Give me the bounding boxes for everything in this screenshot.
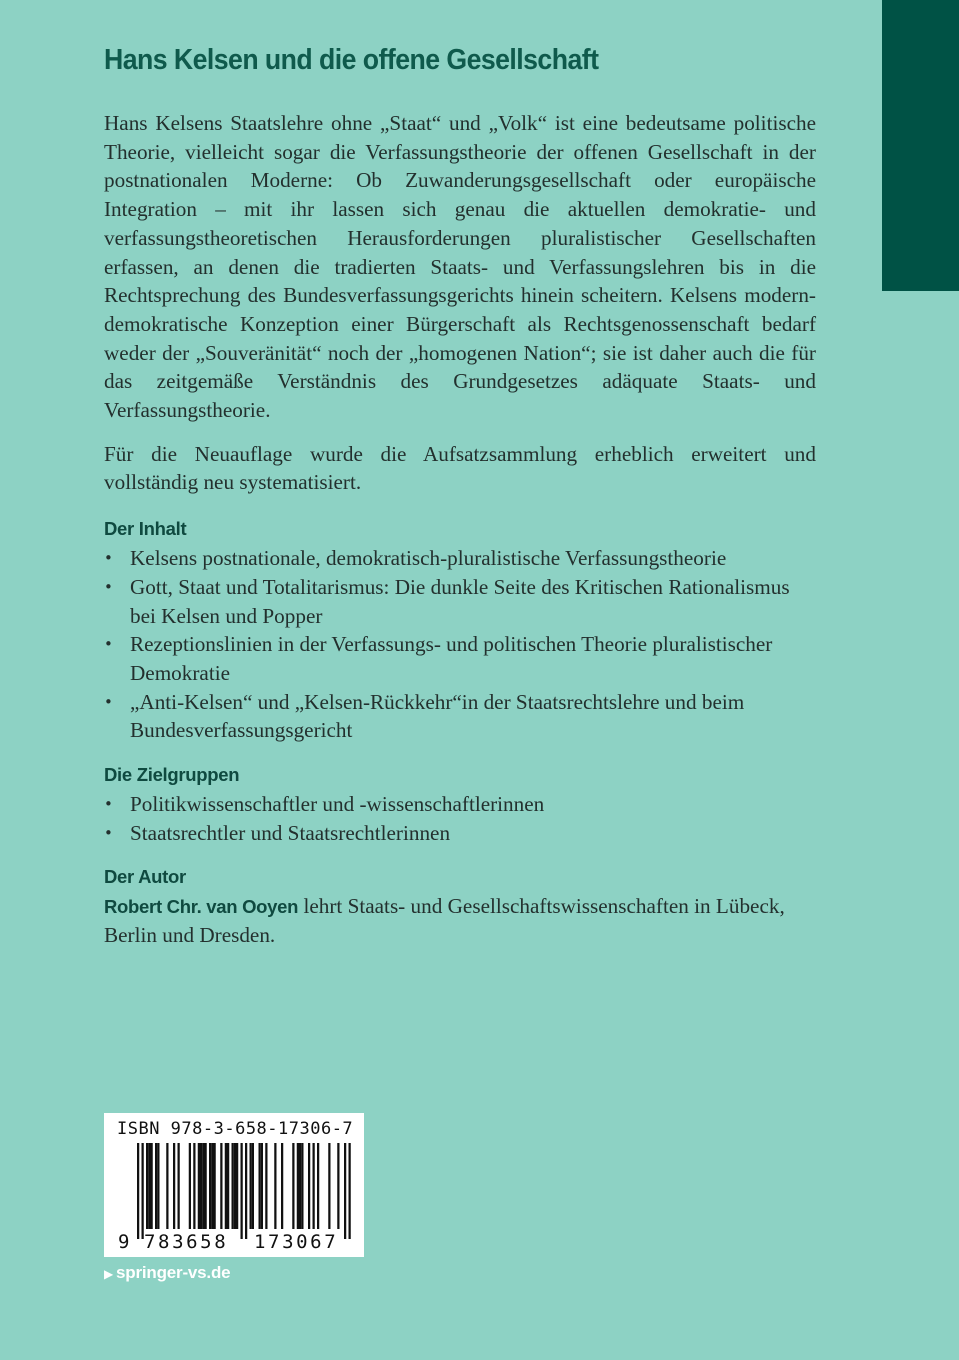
publisher-website[interactable]: [104, 1263, 230, 1283]
barcode-bar: [193, 1143, 195, 1229]
barcode-bar: [189, 1143, 191, 1229]
barcode-bar: [236, 1143, 238, 1229]
barcode-bar: [232, 1143, 234, 1229]
bullet-icon: •: [104, 577, 113, 596]
barcode-digit-first: 9: [118, 1231, 130, 1253]
heading-autor: Der Autor: [104, 866, 186, 888]
inhalt-item-text: Gott, Staat und Totalitarismus: Die dunkle Seite des Kritischen Rationalismus bei Kelsen und Popper: [130, 574, 790, 628]
heading-zielgruppen: Die Zielgruppen: [104, 764, 240, 786]
author-description: [104, 892, 816, 950]
barcode-bar: [214, 1143, 216, 1229]
bullet-icon: •: [104, 823, 113, 842]
barcode-bar: [250, 1143, 252, 1229]
barcode-bar: [227, 1143, 229, 1229]
inhalt-list: [104, 544, 816, 745]
author-text: lehrt Staats- und Gesellschaftswissenschaften in Lübeck, Berlin und Dresden.: [104, 894, 785, 948]
barcode-bar: [166, 1143, 168, 1229]
barcode-bar: [234, 1143, 236, 1229]
zielgruppen-list: [104, 790, 816, 847]
bullet-icon: •: [104, 635, 113, 654]
barcode-bar: [146, 1143, 148, 1229]
book-title: Hans Kelsen und die offene Gesellschaft: [104, 44, 599, 76]
cover-color-tab: [882, 0, 959, 291]
barcode-bar: [137, 1143, 139, 1239]
heading-inhalt: Der Inhalt: [104, 518, 187, 540]
barcode-bar: [299, 1143, 301, 1229]
inhalt-item-text: „Anti-Kelsen“ und „Kelsen-Rückkehr“in der Staatsrechtslehre und beim Bundesverfassungsgericht: [130, 689, 745, 743]
barcode-bar: [274, 1143, 276, 1229]
zielgruppen-item-2: [104, 819, 816, 848]
barcode-bar: [205, 1143, 207, 1229]
barcode-bar: [349, 1143, 351, 1239]
isbn-label: ISBN 978-3-658-17306-7: [117, 1119, 354, 1139]
barcode-bar: [225, 1143, 227, 1229]
website-text: springer-vs.de: [116, 1263, 231, 1282]
inhalt-item-text: Kelsens postnationale, demokratisch-pluralistische Verfassungstheorie: [130, 546, 727, 571]
barcode-bar: [241, 1143, 243, 1239]
barcode-bar: [209, 1143, 211, 1229]
barcode-bar: [142, 1143, 144, 1239]
back-cover-text: [104, 109, 816, 950]
arrow-right-icon: ▶: [104, 1267, 114, 1281]
zielgruppen-item-text: Staatsrechtler und Staatsrechtlerinnen: [130, 820, 451, 845]
barcode-bar: [211, 1143, 213, 1229]
barcode-bar: [252, 1143, 254, 1229]
barcode-bar: [220, 1143, 222, 1229]
barcode-bar: [317, 1143, 319, 1229]
barcode-bar: [173, 1143, 175, 1229]
inhalt-item-text: Rezeptionslinien in der Verfassungs- und politischen Theorie pluralistischer Demokratie: [130, 632, 773, 685]
barcode-digits-right: 173067: [254, 1231, 339, 1253]
bullet-icon: •: [104, 549, 113, 568]
barcode-bar: [265, 1143, 267, 1229]
barcode-bar: [155, 1143, 157, 1229]
barcode-digits-left: 783658: [144, 1231, 229, 1253]
bullet-icon: •: [104, 692, 113, 711]
author-name: Robert Chr. van Ooyen: [104, 896, 299, 918]
zielgruppen-item-text: Politikwissenschaftler und -wissenschaftlerinnen: [130, 792, 545, 817]
barcode-bar: [200, 1143, 202, 1229]
barcode-bar: [337, 1143, 339, 1229]
barcode-bar: [308, 1143, 310, 1229]
barcode-bar: [301, 1143, 303, 1229]
barcode-bar: [281, 1143, 283, 1229]
inhalt-item-1: [104, 544, 816, 573]
inhalt-item-3: [104, 630, 816, 687]
barcode-bar: [297, 1143, 299, 1229]
barcode-bar: [292, 1143, 294, 1229]
barcode-bar: [148, 1143, 150, 1229]
barcode-bar: [202, 1143, 204, 1229]
barcode-bar: [261, 1143, 263, 1229]
isbn-barcode: [104, 1113, 364, 1257]
description-paragraph-1: Hans Kelsens Staatslehre ohne „Staat“ und „Volk“ ist eine bedeutsame politische Theorie, vielleicht sogar die Verfassungstheorie der offenen Gesellschaft in der postnationalen Moderne: Ob Zuwanderungsgesellschaft oder europäische Integration – mit ihr lassen sich genau die aktuellen demokratie- und verfassungstheoretischen Herausforderungen pluralistischer Gesellschaften erfassen, an denen die tradierten Staats- und Verfassungslehren bis in die Rechtsprechung des Bundesverfassungsgerichts hinein scheitern. Kelsens modern-demokratische Konzeption einer Bürgerschaft als Rechtsgenossenschaft bedarf weder der „Souveränität“ noch der „homogenen Nation“; sie ist daher auch die für das zeitgemäße Verständnis des Grundgesetzes adäquate Staats- und Verfassungstheorie.: [104, 111, 816, 423]
bullet-icon: •: [104, 795, 113, 814]
barcode-bar: [151, 1143, 153, 1229]
inhalt-item-4: [104, 688, 816, 745]
barcode-bar: [178, 1143, 180, 1229]
barcode-bar: [259, 1143, 261, 1229]
barcode-bar: [344, 1143, 346, 1239]
barcode-bar: [157, 1143, 159, 1229]
zielgruppen-item-1: [104, 790, 816, 819]
barcode-bar: [328, 1143, 330, 1229]
inhalt-item-2: [104, 573, 816, 630]
barcode-bar: [198, 1143, 200, 1229]
barcode-bar: [313, 1143, 315, 1229]
barcode-bar: [245, 1143, 247, 1239]
description-paragraph-2: Für die Neuauflage wurde die Aufsatzsammlung erheblich erweitert und vollständig neu systematisiert.: [104, 441, 816, 495]
